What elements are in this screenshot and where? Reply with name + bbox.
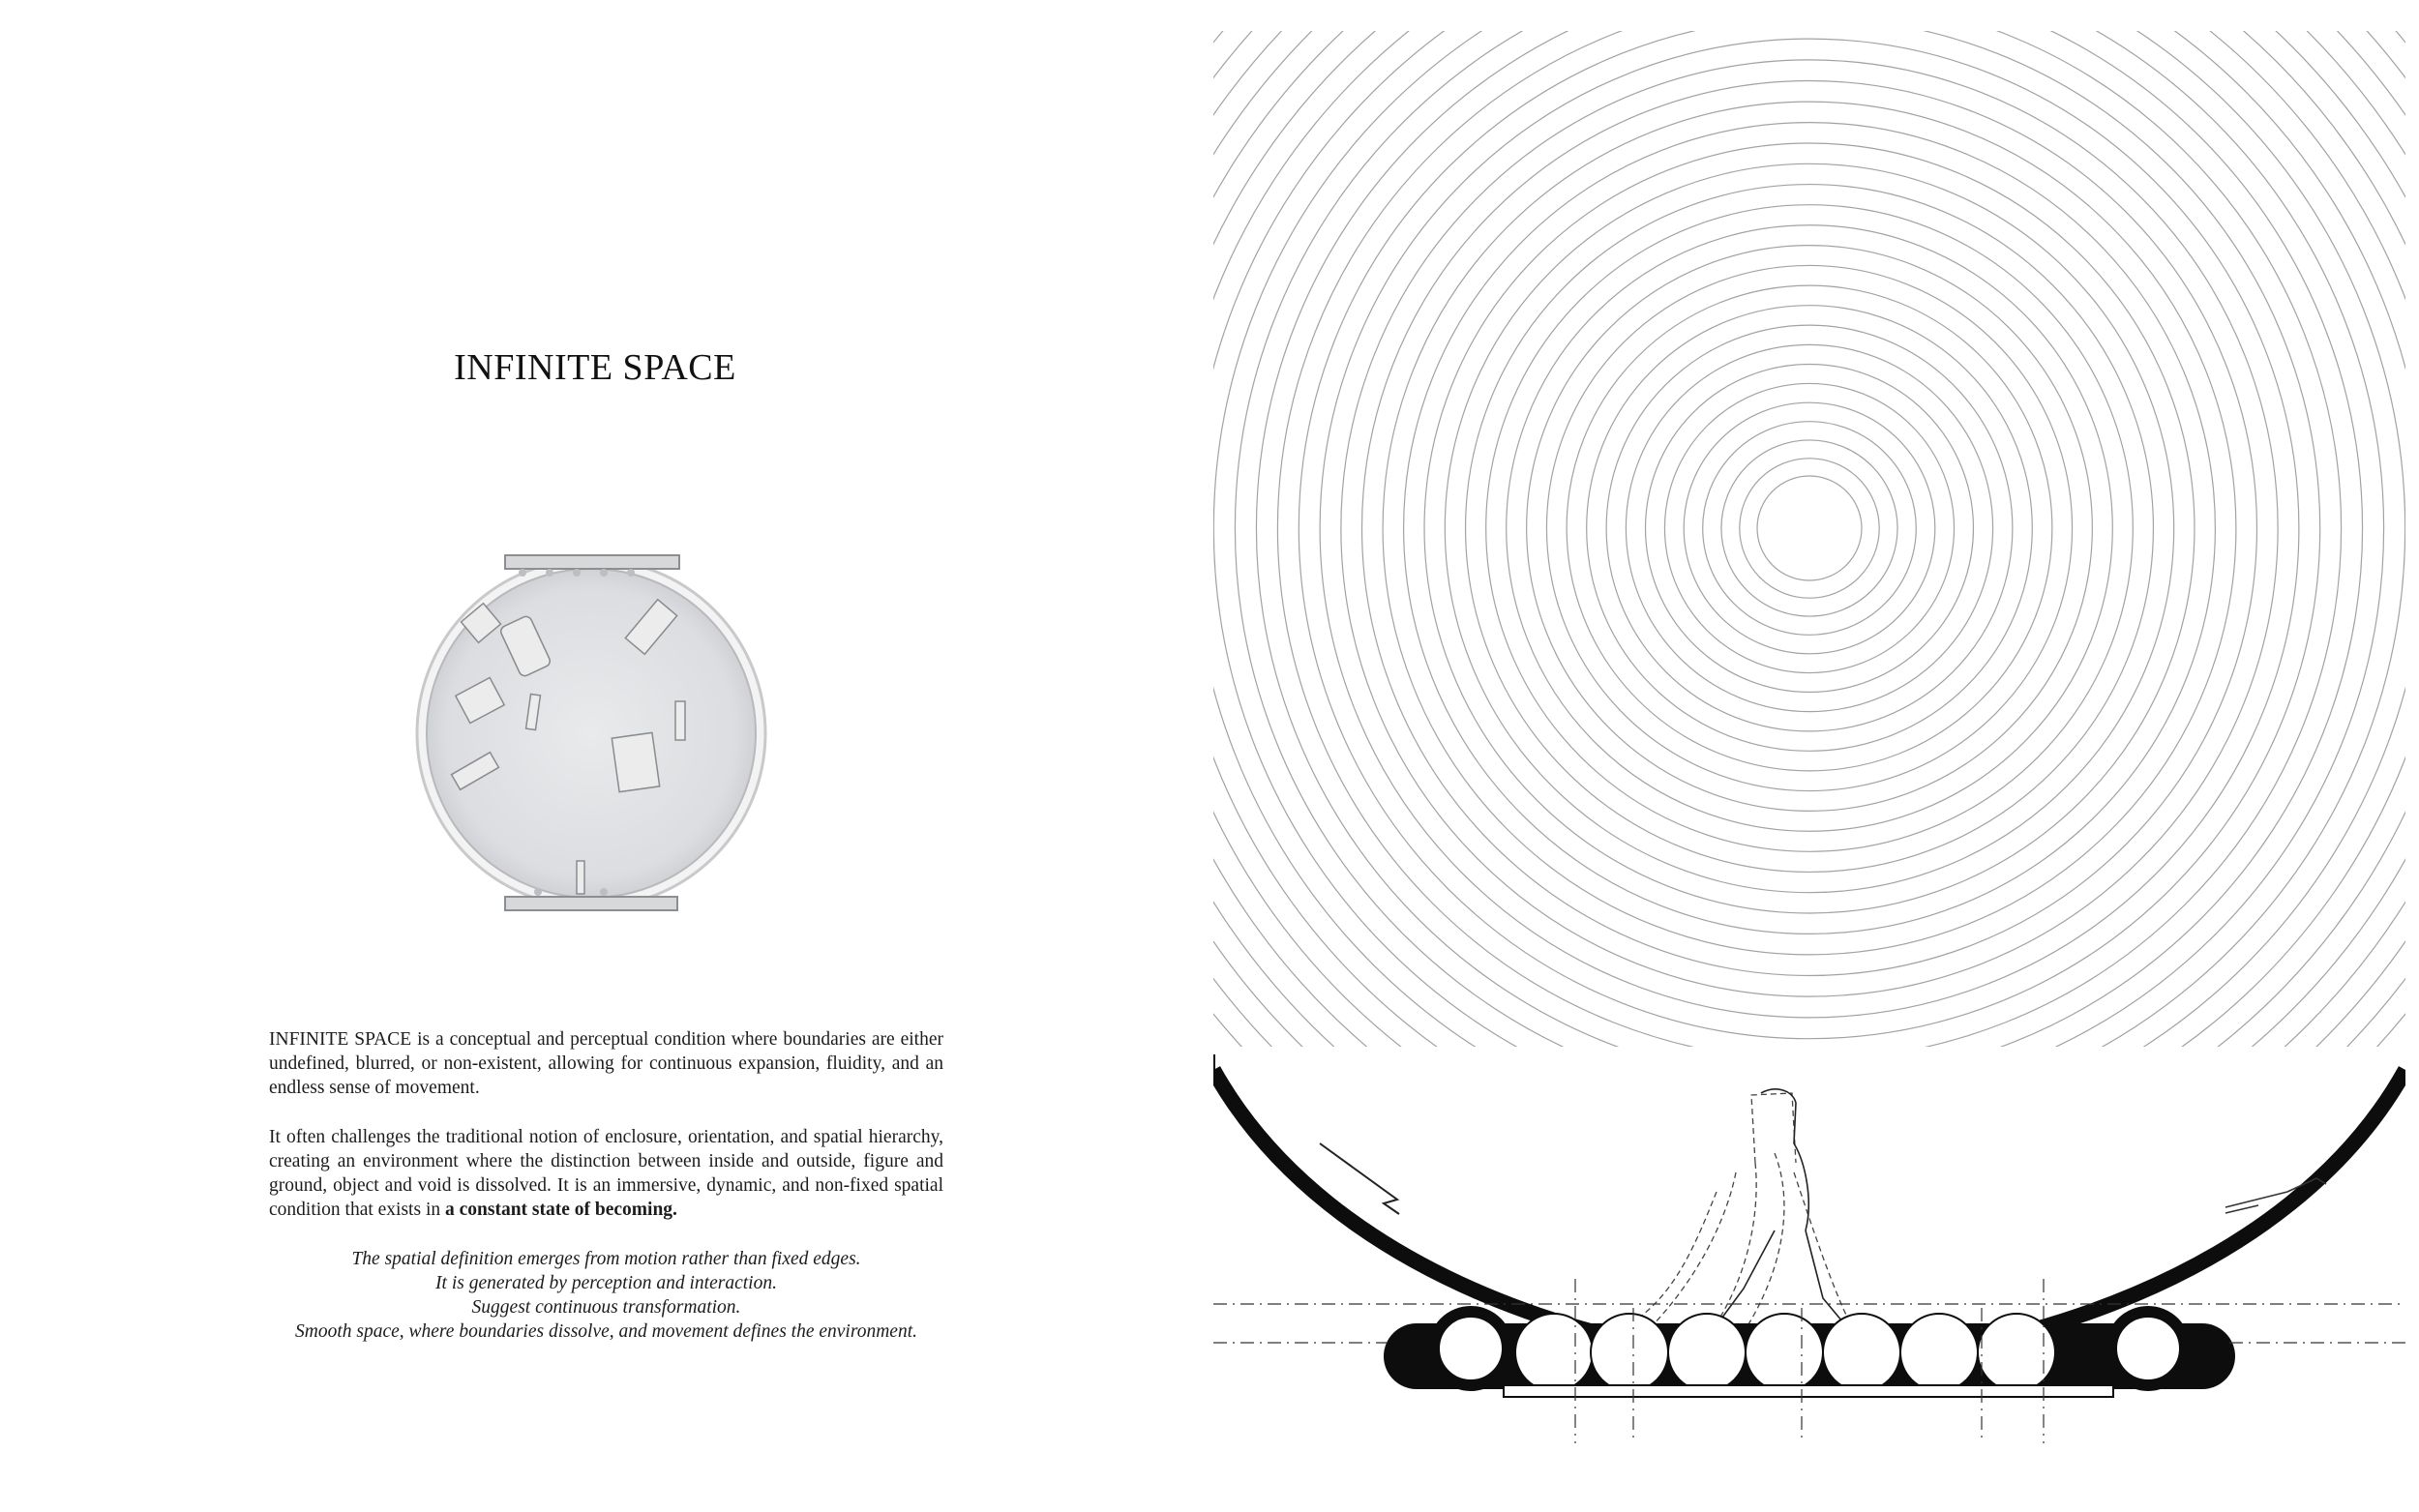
paragraph-2-emphasis: a constant state of becoming. xyxy=(444,1200,677,1220)
circular-room-plan xyxy=(414,551,768,915)
ring xyxy=(1466,185,2154,873)
ring xyxy=(1213,31,2405,1297)
ring xyxy=(1646,365,1974,693)
ring xyxy=(1235,31,2383,1103)
ring xyxy=(1299,31,2319,1039)
page-title: INFINITE SPACE xyxy=(454,347,736,388)
drive-wheel-right xyxy=(2111,1312,2185,1385)
ring xyxy=(1213,31,2405,1275)
paragraph-1: INFINITE SPACE is a conceptual and perceptual condition where boundaries are either undefined, blurred, or non-existent, allowing for continuous expansion, fluidity, and an endless sense of movement. xyxy=(269,1029,943,1098)
ring xyxy=(1626,344,1992,711)
sphere-shell xyxy=(1213,1070,2405,1362)
ring xyxy=(1721,440,1897,616)
walking-figure xyxy=(1639,1093,1852,1337)
quote-line: The spatial definition emerges from motion rather than fixed edges. xyxy=(351,1249,861,1269)
ring xyxy=(1757,476,1862,580)
floor-plate xyxy=(1504,1385,2113,1397)
drive-wheel-left xyxy=(1434,1312,1508,1385)
ring xyxy=(1486,205,2134,852)
quote-line: It is generated by perception and interaction. xyxy=(435,1273,777,1293)
ring xyxy=(1740,459,1879,598)
quote-line: Smooth space, where boundaries dissolve, and movement defines the environment. xyxy=(294,1321,917,1342)
section-drawing xyxy=(1213,31,2405,1451)
ring xyxy=(1383,102,2236,955)
ring xyxy=(1445,163,2173,892)
paragraph-2-lead: It often challenges the traditional notion of enclosure, orientation, and spatial hierarchy, creating an environment where the distinction between inside and outside, figure and ground, object and void is dissolved. It is an immersive, dynamic, and non-fixed spatial condition that exists in xyxy=(269,1127,943,1220)
ring xyxy=(1213,31,2405,1254)
ring xyxy=(1213,31,2405,1231)
ring xyxy=(1424,143,2195,913)
ring xyxy=(1567,285,2052,771)
ring xyxy=(1277,31,2341,1060)
ring xyxy=(1606,325,2013,731)
ring xyxy=(1527,246,2093,812)
ring xyxy=(1362,81,2257,976)
ring xyxy=(1256,31,2362,1082)
bottom-rail xyxy=(505,897,677,910)
ring xyxy=(1213,31,2405,1341)
quote-block xyxy=(269,1247,943,1344)
ring xyxy=(1320,39,2299,1018)
ring xyxy=(1703,422,1917,636)
ring xyxy=(1341,60,2278,996)
ring xyxy=(1404,123,2216,934)
ring xyxy=(1213,31,2405,1363)
ring xyxy=(1213,31,2404,1124)
ring xyxy=(1213,31,2405,1210)
quote-line: Suggest continuous transformation. xyxy=(471,1297,741,1318)
ring xyxy=(1664,383,1954,672)
concentric-rings xyxy=(1213,31,2405,1451)
paragraph-2 xyxy=(269,1125,943,1222)
walking-figure-outline xyxy=(1711,1089,1852,1333)
ring xyxy=(1213,31,2405,1319)
top-rail xyxy=(505,555,679,569)
body-text xyxy=(269,1027,943,1344)
ring xyxy=(1507,225,2113,832)
ring xyxy=(1587,306,2033,752)
